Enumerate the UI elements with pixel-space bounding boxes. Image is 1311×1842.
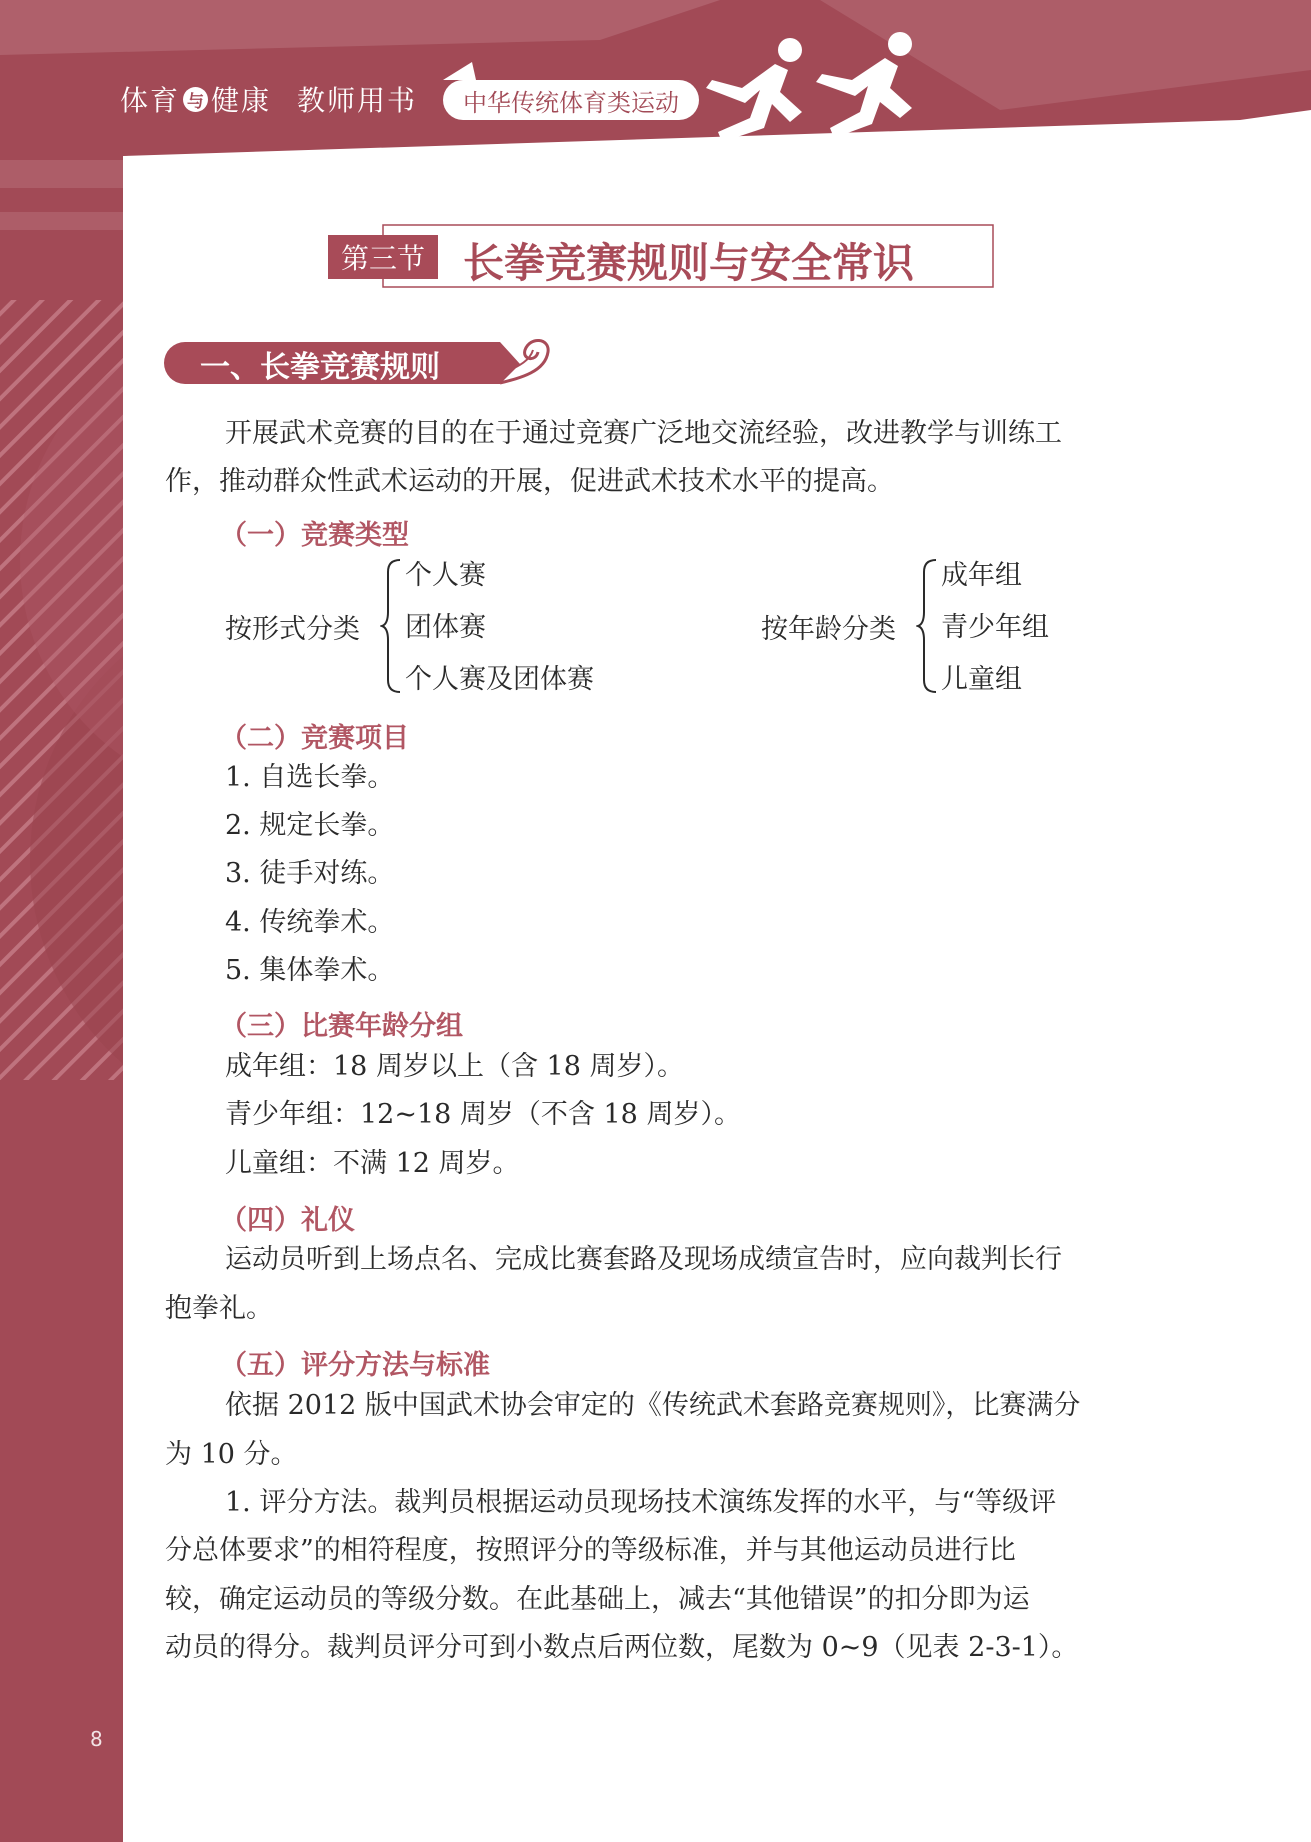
event-item: 4. 传统拳术。 [225, 907, 395, 938]
subheading-3: （三）比赛年龄分组 [220, 1011, 463, 1042]
event-item: 2. 规定长拳。 [225, 810, 395, 841]
left-brace-icon [380, 558, 404, 694]
section-title: 长拳竞赛规则与安全常识 [463, 239, 914, 287]
book-title-part-c: 教师用书 [297, 84, 418, 117]
age-classification-label: 按年龄分类 [761, 614, 896, 645]
heading1: 一、长拳竞赛规则 [200, 350, 440, 385]
form-item: 团体赛 [405, 612, 486, 643]
subheading-2: （二）竞赛项目 [220, 723, 409, 754]
scoring-basis-line-2: 为 10 分。 [165, 1439, 298, 1470]
form-classification-label: 按形式分类 [225, 614, 360, 645]
book-title-part-b: 健康 [211, 84, 272, 117]
intro-line-2: 作，推动群众性武术运动的开展，促进武术技术水平的提高。 [165, 466, 894, 497]
form-item: 个人赛 [405, 560, 486, 591]
scoring-method-line: 1. 评分方法。裁判员根据运动员现场技术演练发挥的水平，与“等级评 [225, 1487, 1057, 1518]
book-title [120, 79, 417, 119]
age-group-item: 儿童组：不满 12 周岁。 [225, 1148, 520, 1179]
age-item: 成年组 [941, 560, 1022, 591]
scoring-method-line: 动员的得分。裁判员评分可到小数点后两位数，尾数为 0~9（见表 2-3-1）。 [165, 1632, 1079, 1663]
scoring-method-line: 较，确定运动员的等级分数。在此基础上，减去“其他错误”的扣分即为运 [165, 1584, 1030, 1615]
age-item: 儿童组 [941, 664, 1022, 695]
intro-line-1: 开展武术竞赛的目的在于通过竞赛广泛地交流经验，改进教学与训练工 [225, 418, 1062, 449]
event-item: 5. 集体拳术。 [225, 955, 395, 986]
age-group-item: 成年组：18 周岁以上（含 18 周岁）。 [225, 1051, 684, 1082]
book-title-yu-badge: 与 [183, 87, 208, 112]
scoring-basis-line-1: 依据 2012 版中国武术协会审定的《传统武术套路竞赛规则》，比赛满分 [225, 1390, 1081, 1421]
subheading-5: （五）评分方法与标准 [220, 1350, 490, 1381]
book-title-part-a: 体育 [120, 84, 181, 117]
form-item: 个人赛及团体赛 [405, 664, 594, 695]
age-group-item: 青少年组：12~18 周岁（不含 18 周岁）。 [225, 1099, 741, 1130]
section-tag: 第三节 [328, 235, 438, 279]
subheading-4: （四）礼仪 [220, 1205, 355, 1236]
etiquette-line-1: 运动员听到上场点名、完成比赛套路及现场成绩宣告时，应向裁判长行 [225, 1244, 1062, 1275]
subheading-1: （一）竞赛类型 [220, 520, 409, 551]
chapter-name: 中华传统体育类运动 [463, 88, 679, 117]
left-brace-icon [916, 558, 940, 694]
scoring-method-line: 分总体要求”的相符程度，按照评分的等级标准，并与其他运动员进行比 [165, 1535, 1016, 1566]
event-item: 3. 徒手对练。 [225, 858, 395, 889]
age-item: 青少年组 [941, 612, 1049, 643]
event-item: 1. 自选长拳。 [225, 762, 395, 793]
page-number: 8 [90, 1727, 103, 1751]
etiquette-line-2: 抱拳礼。 [165, 1293, 273, 1324]
